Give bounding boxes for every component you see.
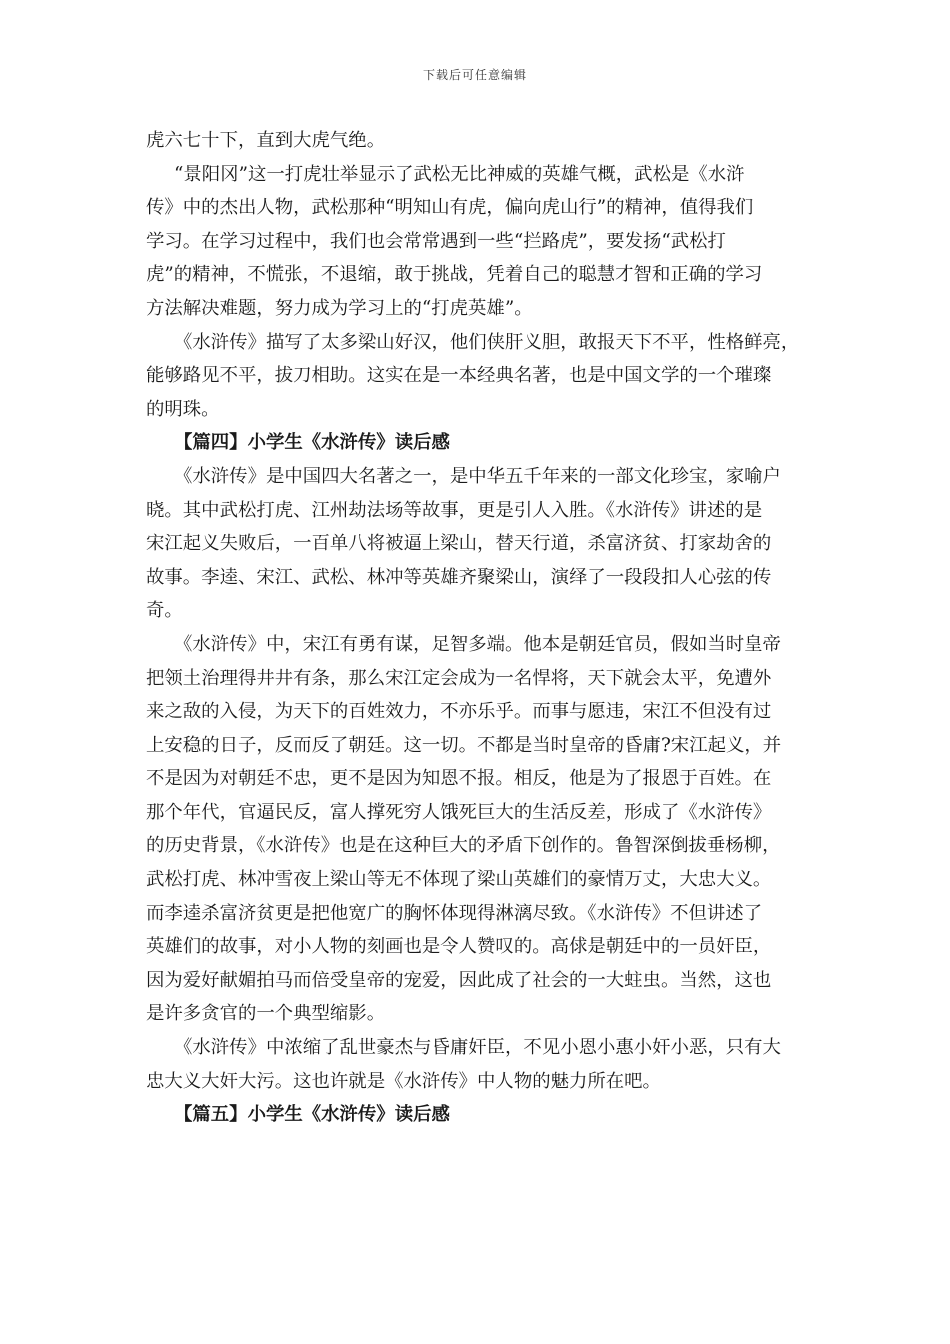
text-line: 英雄们的故事，对小人物的刻画也是令人赞叹的。高俅是朝廷中的一员奸臣， (146, 936, 772, 958)
text-line: 《水浒传》中浓缩了乱世豪杰与昏庸奸臣，不见小恩小惠小奸小恶，只有大 (174, 1037, 781, 1059)
text-line: 虎”的精神，不慌张，不退缩，敢于挑战，凭着自己的聪慧才智和正确的学习 (146, 264, 763, 286)
text-line: 的历史背景，《水浒传》也是在这种巨大的矛盾下创作的。鲁智深倒拔垂杨柳， (146, 835, 781, 857)
document-body (146, 124, 806, 1132)
text-line: 传》中的杰出人物，武松那种“明知山有虎，偏向虎山行”的精神，值得我们 (146, 197, 754, 219)
text-line: 故事。李逵、宋江、武松、林冲等英雄齐聚梁山，演绎了一段段扣人心弦的传 (146, 566, 772, 588)
text-line: 《水浒传》是中国四大名著之一，是中华五千年来的一部文化珍宝，家喻户 (174, 465, 781, 487)
text-line: 把领土治理得井井有条，那么宋江定会成为一名悍将，天下就会太平，免遭外 (146, 667, 772, 689)
text-line: 因为爱好献媚拍马而倍受皇帝的宠爱，因此成了社会的一大蛀虫。当然，这也 (146, 969, 772, 991)
text-line: 武松打虎、林冲雪夜上梁山等无不体现了梁山英雄们的豪情万丈，大忠大义。 (146, 869, 772, 891)
section-heading: 【篇四】小学生《水浒传》读后感 (174, 432, 450, 454)
text-line: 方法解决难题，努力成为学习上的“打虎英雄”。 (146, 297, 533, 319)
text-line: 是许多贪官的一个典型缩影。 (146, 1003, 386, 1025)
section-heading: 【篇五】小学生《水浒传》读后感 (174, 1104, 450, 1126)
text-line: 不是因为对朝廷不忠，更不是因为知恩不报。相反，他是为了报恩于百姓。在 (146, 768, 772, 790)
text-line: 《水浒传》中，宋江有勇有谋，足智多端。他本是朝廷官员，假如当时皇帝 (174, 633, 781, 655)
text-line: 晓。其中武松打虎、江州劫法场等故事，更是引人入胜。《水浒传》讲述的是 (146, 499, 763, 521)
text-line: 奇。 (146, 600, 183, 622)
text-line: 上安稳的日子，反而反了朝廷。这一切。不都是当时皇帝的昏庸?宋江起义，并 (146, 734, 782, 756)
text-line: 忠大义大奸大污。这也许就是《水浒传》中人物的魅力所在吧。 (146, 1070, 661, 1092)
text-line: 的明珠。 (146, 398, 220, 420)
text-line: 学习。在学习过程中，我们也会常常遇到一些“拦路虎”，要发扬“武松打 (146, 230, 726, 252)
text-line: 能够路见不平，拔刀相助。这实在是一本经典名著，也是中国文学的一个璀璨 (146, 365, 772, 387)
text-line: 虎六七十下，直到大虎气绝。 (146, 130, 386, 151)
text-line: “景阳冈”这一打虎壮举显示了武松无比神威的英雄气概，武松是《水浒 (174, 163, 745, 185)
text-line: 而李逵杀富济贫更是把他宽广的胸怀体现得淋漓尽致。《水浒传》不但讲述了 (146, 902, 763, 924)
text-line: 《水浒传》描写了太多梁山好汉，他们侠肝义胆，敢报天下不平，性格鲜亮， (174, 331, 800, 353)
page-header-note: 下载后可任意编辑 (422, 68, 527, 82)
text-line: 来之敌的入侵，为天下的百姓效力，不亦乐乎。而事与愿违，宋江不但没有过 (146, 701, 772, 723)
text-line: 那个年代，官逼民反，富人撑死穷人饿死巨大的生活反差，形成了《水浒传》 (146, 801, 772, 823)
text-line: 宋江起义失败后，一百单八将被逼上梁山，替天行道，杀富济贫、打家劫舍的 (146, 533, 772, 555)
